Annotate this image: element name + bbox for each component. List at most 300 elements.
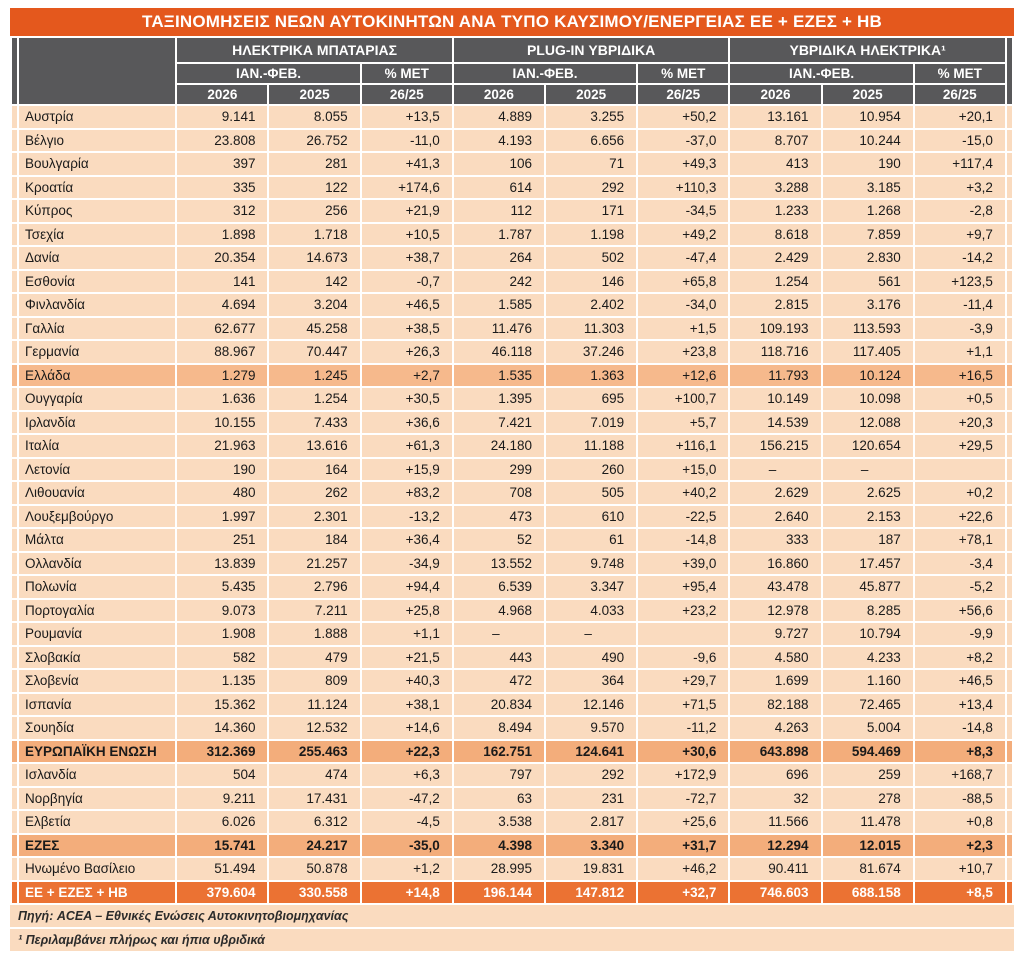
value-cell: +56,6 (915, 600, 1005, 622)
year-header-2025: 2025 (546, 85, 636, 104)
row-edge (12, 388, 17, 410)
year-header-2025: 2025 (269, 85, 359, 104)
value-cell: 11.476 (454, 318, 544, 340)
value-cell: -13,2 (362, 506, 452, 528)
table-row (12, 694, 1012, 716)
value-cell: 82.188 (730, 694, 820, 716)
value-cell: 1.135 (177, 670, 267, 692)
value-cell: 51.494 (177, 858, 267, 880)
value-cell: 113.593 (823, 318, 913, 340)
row-edge (12, 271, 17, 293)
value-cell: 614 (454, 177, 544, 199)
value-cell: 20.834 (454, 694, 544, 716)
value-cell: 12.015 (823, 835, 913, 857)
value-cell: +40,3 (362, 670, 452, 692)
value-cell: 1.245 (269, 365, 359, 387)
row-edge (12, 670, 17, 692)
value-cell: +46,2 (638, 858, 728, 880)
value-cell: 9.141 (177, 106, 267, 128)
year-header-2026: 2026 (730, 85, 820, 104)
value-cell: +10,7 (915, 858, 1005, 880)
value-cell: +26,3 (362, 341, 452, 363)
value-cell: +2,7 (362, 365, 452, 387)
value-cell: +8,2 (915, 647, 1005, 669)
value-cell: +30,5 (362, 388, 452, 410)
row-edge (12, 224, 17, 246)
table-title: ΤΑΞΙΝΟΜΗΣΕΙΣ ΝΕΩΝ ΑΥΤΟΚΙΝΗΤΩΝ ΑΝΑ ΤΥΠΟ ΚΑΥΣΙΜΟΥ/ΕΝΕΡΓΕΙΑΣ ΕΕ + ΕΖΕΣ + ΗΒ (10, 8, 1014, 36)
value-cell: 3.176 (823, 294, 913, 316)
row-edge (1007, 341, 1012, 363)
row-edge (12, 694, 17, 716)
value-cell: – (730, 459, 820, 481)
value-cell: +31,7 (638, 835, 728, 857)
value-cell: 106 (454, 153, 544, 175)
value-cell: +39,0 (638, 553, 728, 575)
value-cell: 21.963 (177, 435, 267, 457)
value-cell: -47,2 (362, 788, 452, 810)
value-cell: -4,5 (362, 811, 452, 833)
value-cell: 12.146 (546, 694, 636, 716)
table-row (12, 435, 1012, 457)
value-cell: 3.255 (546, 106, 636, 128)
value-cell: 196.144 (454, 882, 544, 904)
value-cell: +25,6 (638, 811, 728, 833)
value-cell: 20.354 (177, 247, 267, 269)
row-label: Κροατία (19, 177, 175, 199)
row-label: ΕΥΡΩΠΑΪΚΗ ΕΝΩΣΗ (19, 741, 175, 763)
value-cell: 281 (269, 153, 359, 175)
value-cell: 1.268 (823, 200, 913, 222)
ratio-header: 26/25 (638, 85, 728, 104)
row-edge (1007, 623, 1012, 645)
value-cell: +2,3 (915, 835, 1005, 857)
table-row (12, 130, 1012, 152)
value-cell: 1.699 (730, 670, 820, 692)
value-cell: 141 (177, 271, 267, 293)
row-label: Δανία (19, 247, 175, 269)
value-cell: +46,5 (362, 294, 452, 316)
value-cell: 109.193 (730, 318, 820, 340)
row-edge (1007, 600, 1012, 622)
value-cell: 11.793 (730, 365, 820, 387)
row-edge (1007, 858, 1012, 880)
row-label: Φινλανδία (19, 294, 175, 316)
value-cell: 2.402 (546, 294, 636, 316)
value-cell: +23,2 (638, 600, 728, 622)
value-cell: 13.839 (177, 553, 267, 575)
value-cell: 1.395 (454, 388, 544, 410)
value-cell: 19.831 (546, 858, 636, 880)
value-cell: +0,5 (915, 388, 1005, 410)
table-row (12, 647, 1012, 669)
value-cell: 4.694 (177, 294, 267, 316)
value-cell: +38,5 (362, 318, 452, 340)
row-label: Ολλανδία (19, 553, 175, 575)
value-cell: +10,5 (362, 224, 452, 246)
value-cell: 10.244 (823, 130, 913, 152)
value-cell: -11,0 (362, 130, 452, 152)
table-row (12, 365, 1012, 387)
value-cell: 1.279 (177, 365, 267, 387)
row-edge (1007, 224, 1012, 246)
value-cell: 610 (546, 506, 636, 528)
value-cell: -47,4 (638, 247, 728, 269)
value-cell: +172,9 (638, 764, 728, 786)
value-cell: 1.363 (546, 365, 636, 387)
value-cell: 142 (269, 271, 359, 293)
row-edge (1007, 412, 1012, 434)
value-cell: 1.254 (269, 388, 359, 410)
value-cell: 162.751 (454, 741, 544, 763)
value-cell: 6.312 (269, 811, 359, 833)
period-header: ΙΑΝ.-ΦΕΒ. (730, 64, 912, 83)
value-cell: +25,8 (362, 600, 452, 622)
row-edge (12, 177, 17, 199)
value-cell: 1.254 (730, 271, 820, 293)
value-cell: +13,5 (362, 106, 452, 128)
value-cell: -34,5 (638, 200, 728, 222)
value-cell: 251 (177, 529, 267, 551)
value-cell: -11,4 (915, 294, 1005, 316)
year-header-2026: 2026 (454, 85, 544, 104)
year-header-2025: 2025 (823, 85, 913, 104)
row-edge (12, 365, 17, 387)
value-cell: 184 (269, 529, 359, 551)
value-cell: 4.889 (454, 106, 544, 128)
value-cell: 190 (177, 459, 267, 481)
value-cell: 708 (454, 482, 544, 504)
value-cell: 32 (730, 788, 820, 810)
value-cell: -88,5 (915, 788, 1005, 810)
header-edge-right (1007, 38, 1012, 104)
value-cell: 10.124 (823, 365, 913, 387)
row-edge (1007, 835, 1012, 857)
row-edge (12, 882, 17, 904)
value-cell: -14,8 (638, 529, 728, 551)
value-cell: 3.347 (546, 576, 636, 598)
row-label: Ισλανδία (19, 764, 175, 786)
row-edge (1007, 741, 1012, 763)
row-edge (12, 506, 17, 528)
value-cell: 6.539 (454, 576, 544, 598)
row-edge (12, 106, 17, 128)
value-cell: 28.995 (454, 858, 544, 880)
table-row (12, 600, 1012, 622)
value-cell: 17.431 (269, 788, 359, 810)
value-cell: 190 (823, 153, 913, 175)
row-label: Μάλτα (19, 529, 175, 551)
value-cell: +65,8 (638, 271, 728, 293)
row-edge (1007, 788, 1012, 810)
table-row (12, 412, 1012, 434)
row-edge (1007, 130, 1012, 152)
row-label: Ρουμανία (19, 623, 175, 645)
value-cell: 333 (730, 529, 820, 551)
value-cell: -14,8 (915, 717, 1005, 739)
value-cell: 8.618 (730, 224, 820, 246)
row-edge (1007, 764, 1012, 786)
value-cell: +40,2 (638, 482, 728, 504)
value-cell: +29,7 (638, 670, 728, 692)
value-cell: -37,0 (638, 130, 728, 152)
value-cell: 7.859 (823, 224, 913, 246)
row-label: Ηνωμένο Βασίλειο (19, 858, 175, 880)
value-cell: 4.580 (730, 647, 820, 669)
row-label: Ισπανία (19, 694, 175, 716)
row-edge (12, 835, 17, 857)
value-cell: 1.535 (454, 365, 544, 387)
value-cell: 292 (546, 764, 636, 786)
value-cell: +38,7 (362, 247, 452, 269)
value-cell: 1.787 (454, 224, 544, 246)
row-edge (12, 811, 17, 833)
value-cell: 17.457 (823, 553, 913, 575)
row-edge (12, 318, 17, 340)
value-cell (915, 459, 1005, 481)
value-cell: -3,9 (915, 318, 1005, 340)
value-cell: +12,6 (638, 365, 728, 387)
row-edge (1007, 294, 1012, 316)
value-cell: +0,2 (915, 482, 1005, 504)
row-edge (12, 647, 17, 669)
table-row (12, 200, 1012, 222)
row-label: Βουλγαρία (19, 153, 175, 175)
value-cell: 1.898 (177, 224, 267, 246)
value-cell: 490 (546, 647, 636, 669)
value-cell: 504 (177, 764, 267, 786)
table-row (12, 388, 1012, 410)
row-label: Λιθουανία (19, 482, 175, 504)
row-label: Γερμανία (19, 341, 175, 363)
value-cell: 7.019 (546, 412, 636, 434)
value-cell (638, 623, 728, 645)
value-cell: 71 (546, 153, 636, 175)
value-cell: 7.211 (269, 600, 359, 622)
table-row (12, 224, 1012, 246)
value-cell: 473 (454, 506, 544, 528)
table-row (12, 835, 1012, 857)
row-edge (1007, 271, 1012, 293)
row-edge (12, 412, 17, 434)
row-label: Σλοβακία (19, 647, 175, 669)
year-header-2026: 2026 (177, 85, 267, 104)
value-cell: 4.398 (454, 835, 544, 857)
value-cell: +1,5 (638, 318, 728, 340)
value-cell: 695 (546, 388, 636, 410)
row-label: Τσεχία (19, 224, 175, 246)
row-edge (1007, 200, 1012, 222)
value-cell: 45.877 (823, 576, 913, 598)
row-edge (1007, 365, 1012, 387)
table-row (12, 459, 1012, 481)
value-cell: 4.968 (454, 600, 544, 622)
value-cell: 255.463 (269, 741, 359, 763)
value-cell: 643.898 (730, 741, 820, 763)
value-cell: 62.677 (177, 318, 267, 340)
value-cell: 2.796 (269, 576, 359, 598)
value-cell: +36,6 (362, 412, 452, 434)
value-cell: 4.193 (454, 130, 544, 152)
value-cell: 413 (730, 153, 820, 175)
value-cell: 335 (177, 177, 267, 199)
value-cell: 231 (546, 788, 636, 810)
table-row (12, 670, 1012, 692)
table-row (12, 576, 1012, 598)
value-cell: 2.830 (823, 247, 913, 269)
value-cell: -3,4 (915, 553, 1005, 575)
value-cell: 9.570 (546, 717, 636, 739)
value-cell: 505 (546, 482, 636, 504)
value-cell: 259 (823, 764, 913, 786)
value-cell: -5,2 (915, 576, 1005, 598)
value-cell: 6.656 (546, 130, 636, 152)
table-row (12, 788, 1012, 810)
value-cell: 397 (177, 153, 267, 175)
value-cell: 688.158 (823, 882, 913, 904)
value-cell: 23.808 (177, 130, 267, 152)
row-label: Εσθονία (19, 271, 175, 293)
value-cell: 12.294 (730, 835, 820, 857)
value-cell: 3.538 (454, 811, 544, 833)
table-row (12, 553, 1012, 575)
value-cell: 45.258 (269, 318, 359, 340)
value-cell: +50,2 (638, 106, 728, 128)
row-edge (1007, 435, 1012, 457)
value-cell: 50.878 (269, 858, 359, 880)
row-edge (1007, 318, 1012, 340)
row-edge (1007, 529, 1012, 551)
table-row (12, 764, 1012, 786)
value-cell: 46.118 (454, 341, 544, 363)
value-cell: +36,4 (362, 529, 452, 551)
value-cell: +32,7 (638, 882, 728, 904)
value-cell: 7.433 (269, 412, 359, 434)
row-edge (1007, 576, 1012, 598)
row-edge (12, 529, 17, 551)
value-cell: 3.340 (546, 835, 636, 857)
value-cell: 9.073 (177, 600, 267, 622)
value-cell: 1.198 (546, 224, 636, 246)
value-cell: 7.421 (454, 412, 544, 434)
value-cell: +3,2 (915, 177, 1005, 199)
row-edge (1007, 459, 1012, 481)
value-cell: +9,7 (915, 224, 1005, 246)
value-cell: 8.494 (454, 717, 544, 739)
value-cell: +94,4 (362, 576, 452, 598)
row-label: ΕΕ + ΕΖΕΣ + ΗΒ (19, 882, 175, 904)
value-cell: 13.552 (454, 553, 544, 575)
value-cell: 90.411 (730, 858, 820, 880)
value-cell: 2.625 (823, 482, 913, 504)
value-cell: 37.246 (546, 341, 636, 363)
footnotes (10, 905, 1014, 951)
row-edge (12, 858, 17, 880)
value-cell: 147.812 (546, 882, 636, 904)
value-cell: +5,7 (638, 412, 728, 434)
value-cell: 2.153 (823, 506, 913, 528)
table-row (12, 717, 1012, 739)
value-cell: 8.055 (269, 106, 359, 128)
value-cell: 2.817 (546, 811, 636, 833)
table-row (12, 177, 1012, 199)
value-cell: +49,3 (638, 153, 728, 175)
value-cell: 1.888 (269, 623, 359, 645)
value-cell: 61 (546, 529, 636, 551)
table-row (12, 318, 1012, 340)
value-cell: 278 (823, 788, 913, 810)
group-header-plugin-hybrid: PLUG-IN ΥΒΡΙΔΙΚΑ (454, 38, 729, 62)
value-cell: +20,3 (915, 412, 1005, 434)
value-cell: 3.288 (730, 177, 820, 199)
value-cell: 746.603 (730, 882, 820, 904)
row-label: Πολωνία (19, 576, 175, 598)
value-cell: 299 (454, 459, 544, 481)
row-edge (1007, 177, 1012, 199)
row-label: Σλοβενία (19, 670, 175, 692)
value-cell: +21,5 (362, 647, 452, 669)
value-cell: 364 (546, 670, 636, 692)
value-cell: +100,7 (638, 388, 728, 410)
value-cell: -15,0 (915, 130, 1005, 152)
value-cell: +71,5 (638, 694, 728, 716)
value-cell: 11.124 (269, 694, 359, 716)
value-cell: -0,7 (362, 271, 452, 293)
value-cell: 120.654 (823, 435, 913, 457)
row-edge (12, 600, 17, 622)
value-cell: 2.301 (269, 506, 359, 528)
row-edge (1007, 388, 1012, 410)
row-edge (1007, 106, 1012, 128)
pct-header: % ΜΕΤ (362, 64, 452, 83)
row-edge (12, 482, 17, 504)
row-edge (12, 788, 17, 810)
value-cell: 809 (269, 670, 359, 692)
row-edge (1007, 882, 1012, 904)
value-cell: 256 (269, 200, 359, 222)
table-row (12, 294, 1012, 316)
value-cell: 1.997 (177, 506, 267, 528)
value-cell: 502 (546, 247, 636, 269)
value-cell: 72.465 (823, 694, 913, 716)
value-cell: 118.716 (730, 341, 820, 363)
value-cell: 13.616 (269, 435, 359, 457)
row-label: Ελλάδα (19, 365, 175, 387)
value-cell: +8,3 (915, 741, 1005, 763)
value-cell: 10.098 (823, 388, 913, 410)
value-cell: +95,4 (638, 576, 728, 598)
value-cell: 474 (269, 764, 359, 786)
registrations-table (10, 36, 1014, 905)
value-cell: +116,1 (638, 435, 728, 457)
table-body (12, 106, 1012, 903)
value-cell: +49,2 (638, 224, 728, 246)
row-edge (12, 341, 17, 363)
value-cell: +38,1 (362, 694, 452, 716)
value-cell: 122 (269, 177, 359, 199)
value-cell: 11.303 (546, 318, 636, 340)
value-cell: 8.707 (730, 130, 820, 152)
value-cell: 260 (546, 459, 636, 481)
value-cell: 12.088 (823, 412, 913, 434)
table-row (12, 153, 1012, 175)
row-edge (12, 130, 17, 152)
header-corner-cell (19, 38, 175, 104)
table-row (12, 506, 1012, 528)
source-note: Πηγή: ACEA – Εθνικές Ενώσεις Αυτοκινητοβιομηχανίας (10, 905, 1014, 927)
row-label: Ιρλανδία (19, 412, 175, 434)
value-cell: 264 (454, 247, 544, 269)
value-cell: -11,2 (638, 717, 728, 739)
